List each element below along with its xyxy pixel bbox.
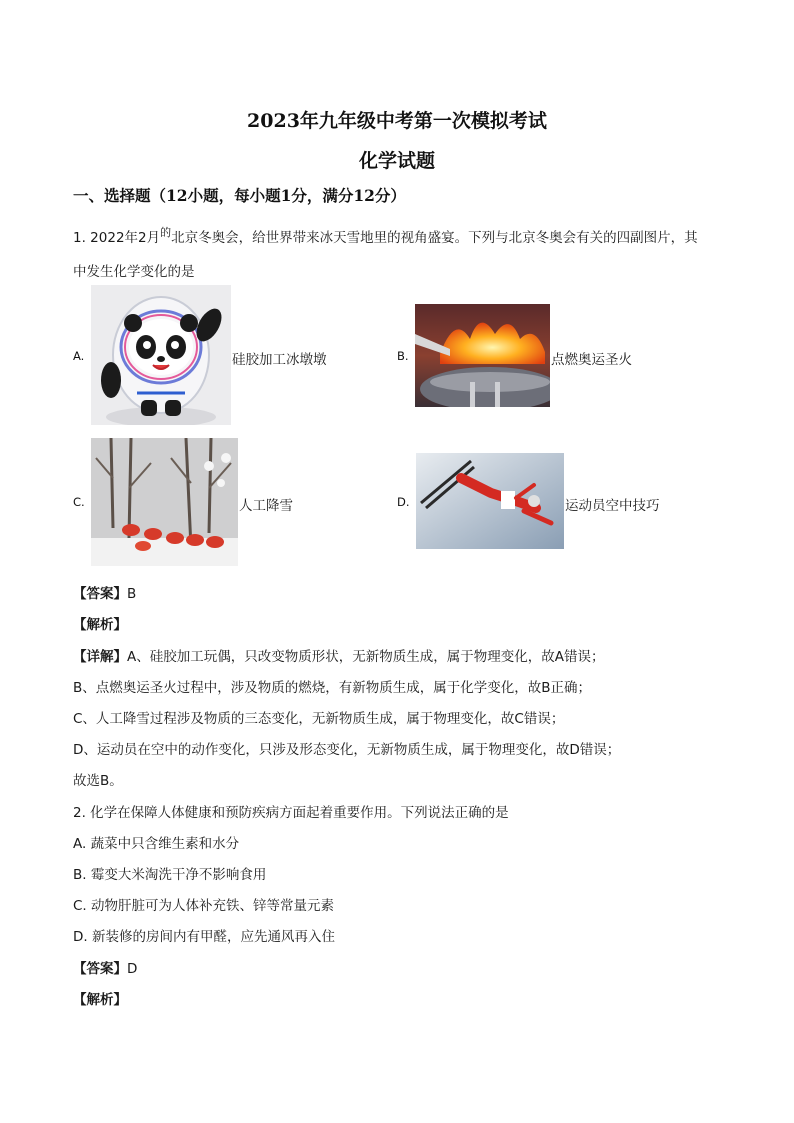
flame-illustration <box>415 304 550 407</box>
q1-detail-line-4: D、运动员在空中的动作变化，只涉及形态变化，无新物质生成，属于物理变化，故D错误； <box>73 742 621 758</box>
q1-stem-line1 <box>73 226 698 246</box>
q2-option-a: A. 蔬菜中只含维生素和水分 <box>73 836 240 852</box>
q1-option-c-letter: C. <box>73 495 85 509</box>
aerial-skier-image <box>416 453 564 549</box>
page-title: 2023年九年级中考第一次模拟考试 <box>247 110 547 132</box>
q1-option-b-letter: B. <box>397 349 409 363</box>
q2-option-d: D. 新装修的房间内有甲醛，应先通风再入住 <box>73 929 335 945</box>
q1-option-a-letter: A. <box>73 349 85 363</box>
q2-option-c: C. 动物肝脏可为人体补充铁、锌等常量元素 <box>73 898 335 914</box>
q1-option-c-text: 人工降雪 <box>239 498 293 514</box>
q1-answer-label: 【答案】 <box>73 586 127 602</box>
q2-option-b: B. 霉变大米淘洗干净不影响食用 <box>73 867 267 883</box>
mascot-illustration <box>91 285 231 425</box>
q1-stem-prefix: 1. 2022年2月 <box>73 230 161 246</box>
q1-detail-label: 【详解】 <box>73 649 127 665</box>
bing-dwen-dwen-image <box>91 285 231 425</box>
q2-stem: 2. 化学在保障人体健康和预防疾病方面起着重要作用。下列说法正确的是 <box>73 805 509 821</box>
snow-scene-illustration <box>91 438 238 566</box>
q1-stem-line2: 中发生化学变化的是 <box>73 264 195 280</box>
skier-illustration <box>416 453 564 549</box>
q1-answer <box>73 582 136 602</box>
q1-option-d-letter: D. <box>397 495 410 509</box>
q1-option-d-text: 运动员空中技巧 <box>565 498 660 514</box>
artificial-snow-image <box>91 438 238 566</box>
q2-analysis-label: 【解析】 <box>73 992 127 1008</box>
q1-detail-line-2: B、点燃奥运圣火过程中，涉及物质的燃烧，有新物质生成，属于化学变化，故B正确； <box>73 680 592 696</box>
section-heading: 一、选择题（12小题，每小题1分，满分12分） <box>73 186 406 205</box>
q1-analysis-label: 【解析】 <box>73 617 127 633</box>
q1-detail-line-3: C、人工降雪过程涉及物质的三态变化，无新物质生成，属于物理变化，故C错误； <box>73 711 565 727</box>
q1-stem-superscript: 的 <box>160 226 172 239</box>
q1-detail-line-1 <box>73 645 604 665</box>
q2-answer-label: 【答案】 <box>73 961 127 977</box>
q1-answer-value: B <box>127 586 137 602</box>
q1-option-a-text: 硅胶加工冰墩墩 <box>232 352 327 368</box>
page-subtitle: 化学试题 <box>358 150 435 172</box>
q1-detail-text-1: A、硅胶加工玩偶，只改变物质形状，无新物质生成，属于物理变化，故A错误； <box>127 649 605 665</box>
q2-answer-value: D <box>127 961 138 977</box>
q2-answer <box>73 957 137 977</box>
olympic-flame-image <box>415 304 550 407</box>
q1-stem-text: 北京冬奥会，给世界带来冰天雪地里的视角盛宴。下列与北京冬奥会有关的四副图片，其 <box>171 230 698 246</box>
q1-detail-line-5: 故选B。 <box>73 773 123 789</box>
q1-option-b-text: 点燃奥运圣火 <box>551 352 632 368</box>
